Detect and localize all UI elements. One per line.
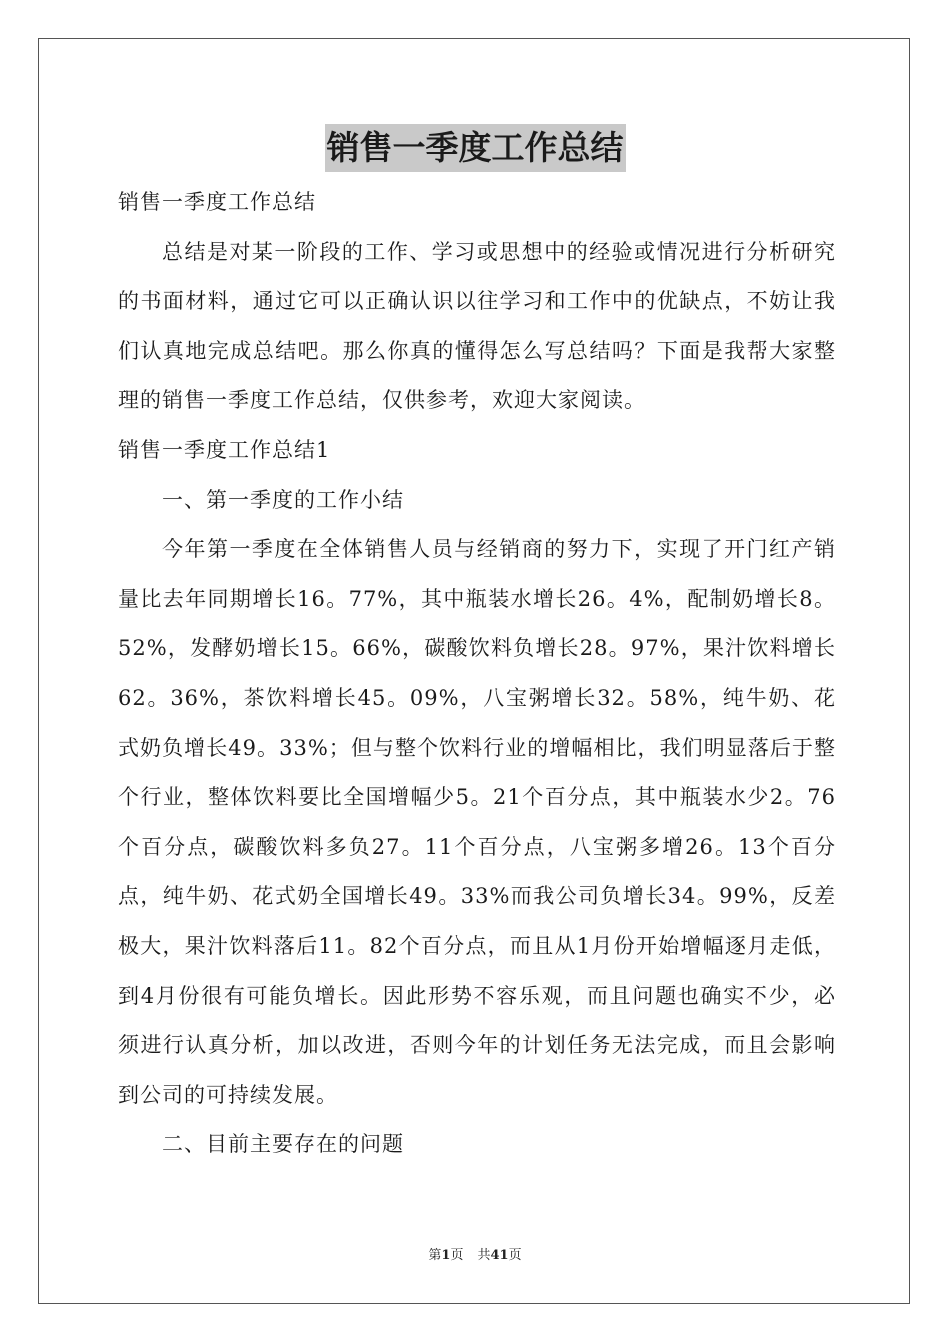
document-title: 销售一季度工作总结 bbox=[325, 124, 626, 172]
title-wrap bbox=[0, 124, 950, 172]
intro-paragraph: 总结是对某一阶段的工作、学习或思想中的经验或情况进行分析研究的书面材料，通过它可以正确认识以往学习和工作中的优缺点，不妨让我们认真地完成总结吧。那么你真的懂得怎么写总结吗？下面是我帮大家整理的销售一季度工作总结，仅供参考，欢迎大家阅读。 bbox=[118, 239, 836, 413]
body-paragraph: 今年第一季度在全体销售人员与经销商的努力下，实现了开门红产销量比去年同期增长16。77%，其中瓶装水增长26。4%，配制奶增长8。52%，发酵奶增长15。66%，碳酸饮料负增长28。97%，果汁饮料增长62。36%，茶饮料增长45。09%，八宝粥增长32。58%，纯牛奶、花式奶负增长49。33%；但与整个饮料行业的增幅相比，我们明显落后于整个行业，整体饮料要比全国增幅少5。21个百分点，其中瓶装水少2。76个百分点，碳酸饮料多负27。11个百分点，八宝粥多增26。13个百分点，纯牛奶、花式奶全国增长49。33%而我公司负增长34。99%，反差极大，果汁饮料落后11。82个百分点，而且从1月份开始增幅逐月走低，到4月份很有可能负增长。因此形势不容乐观，而且问题也确实不少，必须进行认真分析，加以改进，否则今年的计划任务无法完成，而且会影响到公司的可持续发展。 bbox=[118, 537, 836, 1107]
section-heading: 销售一季度工作总结1 bbox=[118, 437, 331, 462]
subsection-heading-1: 一、第一季度的工作小结 bbox=[162, 487, 404, 512]
footer-page-prefix: 第 bbox=[428, 1248, 442, 1263]
subtitle-line: 销售一季度工作总结 bbox=[118, 190, 316, 214]
subsection-heading-2: 二、目前主要存在的问题 bbox=[162, 1132, 404, 1157]
footer-total-suffix: 页 bbox=[508, 1248, 522, 1263]
footer-total-prefix: 共 bbox=[477, 1248, 491, 1263]
page-footer bbox=[0, 1246, 950, 1266]
footer-page-mid: 页 bbox=[450, 1248, 464, 1263]
footer-page-current: 1 bbox=[441, 1248, 451, 1263]
document-body bbox=[118, 178, 836, 1170]
footer-page-total: 41 bbox=[490, 1248, 509, 1263]
